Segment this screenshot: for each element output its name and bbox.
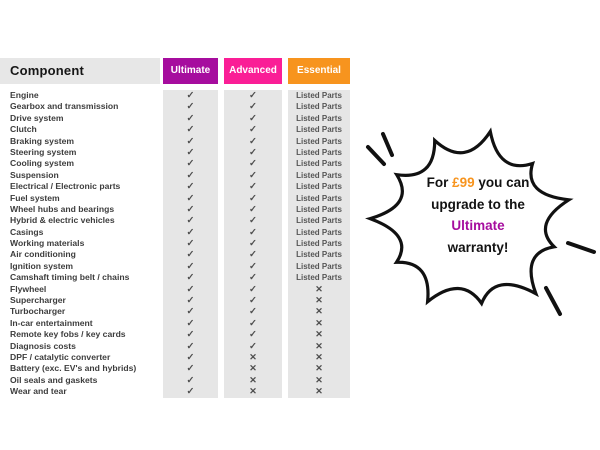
ultimate-cell: ✓ — [163, 193, 218, 204]
essential-cell: Listed Parts — [288, 101, 350, 112]
advanced-cell: ✓ — [224, 170, 282, 181]
component-label: Suspension — [10, 169, 59, 180]
ultimate-cell: ✓ — [163, 341, 218, 352]
advanced-cell: ✓ — [224, 238, 282, 249]
table-row — [0, 284, 352, 295]
essential-cell: Listed Parts — [288, 272, 350, 283]
essential-cell: Listed Parts — [288, 215, 350, 226]
essential-cell: Listed Parts — [288, 227, 350, 238]
component-label: Fuel system — [10, 192, 60, 203]
component-label: Hybrid & electric vehicles — [10, 215, 115, 226]
table-body — [0, 90, 352, 398]
component-column-header: Component — [0, 58, 160, 84]
component-label: Oil seals and gaskets — [10, 374, 98, 385]
essential-cell: ✕ — [288, 363, 350, 374]
message-line2: upgrade to the — [431, 196, 525, 212]
advanced-cell: ✓ — [224, 249, 282, 260]
component-label: Braking system — [10, 135, 75, 146]
ultimate-cell: ✓ — [163, 375, 218, 386]
ultimate-cell: ✓ — [163, 306, 218, 317]
plan-header-advanced: Advanced — [224, 58, 282, 84]
ultimate-cell: ✓ — [163, 363, 218, 374]
message-line1-prefix: For — [426, 175, 453, 190]
ultimate-cell: ✓ — [163, 204, 218, 215]
advanced-cell: ✓ — [224, 204, 282, 215]
table-row — [0, 227, 352, 238]
advanced-cell: ✓ — [224, 90, 282, 101]
message-line1-suffix: you can — [474, 175, 530, 190]
ultimate-cell: ✓ — [163, 136, 218, 147]
component-label: Engine — [10, 90, 39, 100]
table-row — [0, 341, 352, 352]
advanced-cell: ✓ — [224, 272, 282, 283]
table-row — [0, 170, 352, 181]
ultimate-cell: ✓ — [163, 284, 218, 295]
advanced-cell: ✓ — [224, 101, 282, 112]
ultimate-cell: ✓ — [163, 272, 218, 283]
table-row — [0, 181, 352, 192]
essential-cell: Listed Parts — [288, 158, 350, 169]
ultimate-cell: ✓ — [163, 227, 218, 238]
essential-cell: ✕ — [288, 341, 350, 352]
table-row — [0, 193, 352, 204]
ultimate-cell: ✓ — [163, 352, 218, 363]
essential-cell: Listed Parts — [288, 113, 350, 124]
component-label: Wear and tear — [10, 386, 67, 397]
advanced-cell: ✓ — [224, 318, 282, 329]
table-row — [0, 386, 352, 397]
essential-cell: Listed Parts — [288, 90, 350, 101]
component-label: Casings — [10, 226, 44, 237]
ultimate-cell: ✓ — [163, 318, 218, 329]
ultimate-cell: ✓ — [163, 249, 218, 260]
component-label: Battery (exc. EV's and hybrids) — [10, 363, 137, 374]
table-row — [0, 272, 352, 283]
upgrade-callout — [360, 120, 600, 330]
advanced-cell: ✕ — [224, 375, 282, 386]
component-label: Cooling system — [10, 158, 74, 169]
component-label: Turbocharger — [10, 306, 66, 317]
essential-cell: Listed Parts — [288, 238, 350, 249]
component-label: Electrical / Electronic parts — [10, 181, 121, 192]
table-row — [0, 204, 352, 215]
price-highlight: £99 — [452, 175, 475, 190]
essential-cell: Listed Parts — [288, 124, 350, 135]
ultimate-cell: ✓ — [163, 113, 218, 124]
table-row — [0, 249, 352, 260]
table-row — [0, 295, 352, 306]
essential-cell: Listed Parts — [288, 147, 350, 158]
essential-cell: Listed Parts — [288, 136, 350, 147]
essential-cell: ✕ — [288, 284, 350, 295]
essential-cell: ✕ — [288, 386, 350, 397]
ultimate-cell: ✓ — [163, 101, 218, 112]
component-label: Clutch — [10, 124, 37, 135]
component-label: Drive system — [10, 112, 64, 123]
table-header-row — [0, 58, 352, 84]
table-row — [0, 113, 352, 124]
advanced-cell: ✓ — [224, 284, 282, 295]
advanced-cell: ✓ — [224, 136, 282, 147]
advanced-cell: ✓ — [224, 215, 282, 226]
essential-cell: Listed Parts — [288, 181, 350, 192]
essential-cell: ✕ — [288, 295, 350, 306]
advanced-cell: ✓ — [224, 227, 282, 238]
ultimate-cell: ✓ — [163, 238, 218, 249]
table-row — [0, 90, 352, 101]
component-label: Diagnosis costs — [10, 340, 76, 351]
component-label: Supercharger — [10, 295, 66, 306]
advanced-cell: ✓ — [224, 329, 282, 340]
table-row — [0, 352, 352, 363]
table-row — [0, 124, 352, 135]
ultimate-cell: ✓ — [163, 329, 218, 340]
table-row — [0, 306, 352, 317]
component-label: Remote key fobs / key cards — [10, 329, 126, 340]
plan-header-essential: Essential — [288, 58, 350, 84]
ultimate-cell: ✓ — [163, 181, 218, 192]
advanced-cell: ✓ — [224, 261, 282, 272]
component-label: Flywheel — [10, 283, 47, 294]
table-row — [0, 318, 352, 329]
advanced-cell: ✓ — [224, 341, 282, 352]
ultimate-cell: ✓ — [163, 147, 218, 158]
ultimate-cell: ✓ — [163, 295, 218, 306]
ultimate-cell: ✓ — [163, 386, 218, 397]
essential-cell: ✕ — [288, 352, 350, 363]
advanced-cell: ✓ — [224, 158, 282, 169]
advanced-cell: ✕ — [224, 352, 282, 363]
essential-cell: ✕ — [288, 318, 350, 329]
advanced-cell: ✕ — [224, 386, 282, 397]
table-row — [0, 158, 352, 169]
essential-cell: Listed Parts — [288, 204, 350, 215]
essential-cell: ✕ — [288, 306, 350, 317]
upgrade-message — [393, 172, 563, 258]
ultimate-cell: ✓ — [163, 90, 218, 101]
advanced-cell: ✕ — [224, 363, 282, 374]
advanced-cell: ✓ — [224, 193, 282, 204]
essential-cell: Listed Parts — [288, 249, 350, 260]
message-line4: warranty! — [447, 239, 509, 255]
table-row — [0, 101, 352, 112]
ultimate-cell: ✓ — [163, 261, 218, 272]
essential-cell: ✕ — [288, 329, 350, 340]
component-label: Working materials — [10, 238, 85, 249]
advanced-cell: ✓ — [224, 306, 282, 317]
component-label: Ignition system — [10, 260, 74, 271]
advanced-cell: ✓ — [224, 113, 282, 124]
essential-cell: Listed Parts — [288, 170, 350, 181]
table-row — [0, 238, 352, 249]
ultimate-cell: ✓ — [163, 124, 218, 135]
component-label: Gearbox and transmission — [10, 101, 119, 112]
ultimate-cell: ✓ — [163, 170, 218, 181]
table-row — [0, 136, 352, 147]
ultimate-highlight: Ultimate — [451, 218, 505, 233]
essential-cell: ✕ — [288, 375, 350, 386]
table-row — [0, 215, 352, 226]
advanced-cell: ✓ — [224, 295, 282, 306]
ultimate-cell: ✓ — [163, 158, 218, 169]
essential-cell: Listed Parts — [288, 261, 350, 272]
table-row — [0, 147, 352, 158]
component-label: Camshaft timing belt / chains — [10, 272, 130, 283]
component-label: DPF / catalytic converter — [10, 351, 111, 362]
table-row — [0, 329, 352, 340]
table-row — [0, 363, 352, 374]
component-label: Air conditioning — [10, 249, 76, 260]
ultimate-cell: ✓ — [163, 215, 218, 226]
table-row — [0, 375, 352, 386]
plan-header-ultimate: Ultimate — [163, 58, 218, 84]
advanced-cell: ✓ — [224, 181, 282, 192]
essential-cell: Listed Parts — [288, 193, 350, 204]
advanced-cell: ✓ — [224, 147, 282, 158]
table-row — [0, 261, 352, 272]
component-label: Wheel hubs and bearings — [10, 203, 115, 214]
component-label: Steering system — [10, 146, 77, 157]
component-label: In-car entertainment — [10, 317, 93, 328]
advanced-cell: ✓ — [224, 124, 282, 135]
warranty-comparison-table — [0, 58, 352, 398]
